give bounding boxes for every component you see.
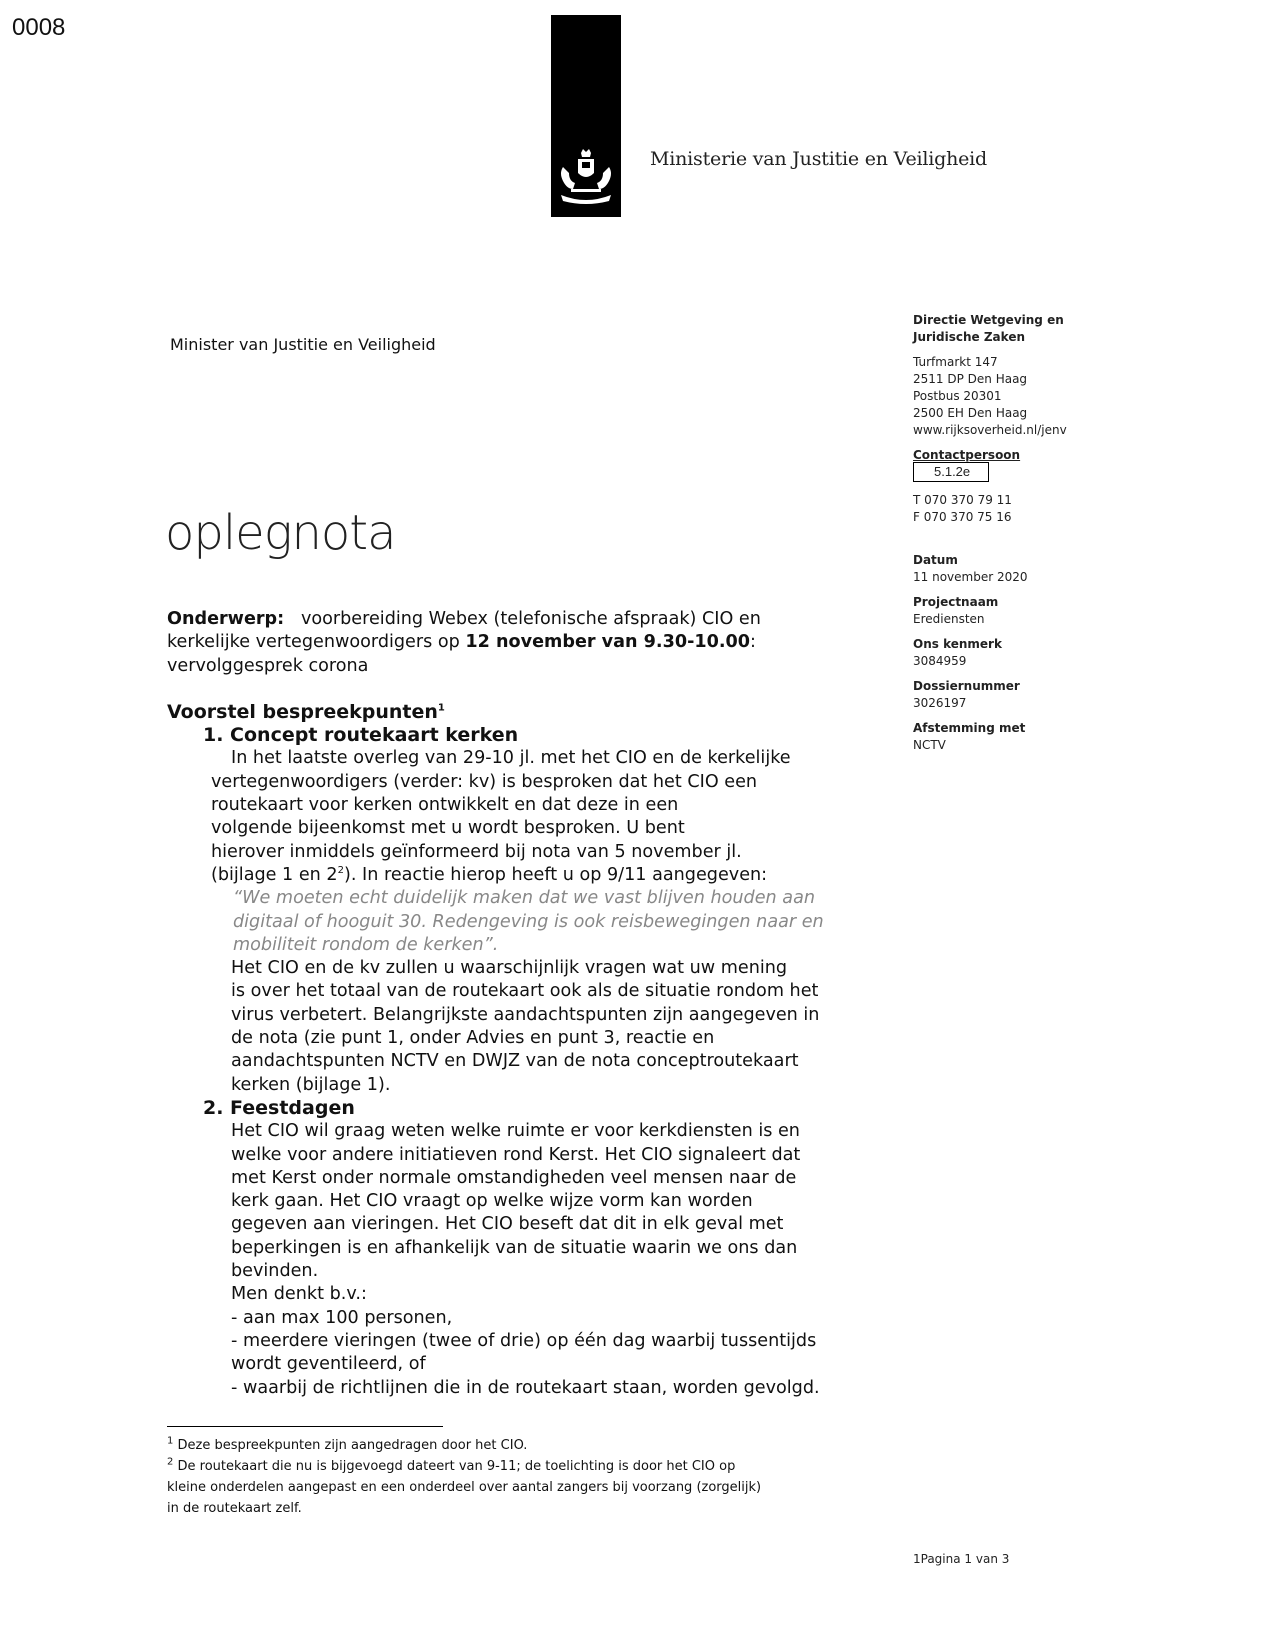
footnote-mark: 2 <box>167 1456 174 1468</box>
footnote-ref[interactable]: 2 <box>337 865 344 877</box>
footnote-mark: 1 <box>167 1435 174 1447</box>
item-1-line: volgende bijeenkomst met u wordt besproken. U bent <box>211 818 685 839</box>
reference-value: 3084959 <box>913 654 967 668</box>
quote-line: digitaal of hooguit 30. Redengeving is ook reisbewegingen naar en <box>233 911 824 932</box>
dossier-value: 3026197 <box>913 696 967 710</box>
item-1-line: virus verbetert. Belangrijkste aandachtspunten zijn aangegeven in <box>231 1004 820 1025</box>
item-2-line: Men denkt b.v.: <box>231 1284 367 1305</box>
item-2-line: Het CIO wil graag weten welke ruimte er voor kerkdiensten is en <box>231 1121 800 1142</box>
document-title: oplegnota <box>165 505 396 561</box>
redaction-box: 5.1.2e <box>913 462 989 482</box>
item-2-line: kerk gaan. Het CIO vraagt op welke wijze vorm kan worden <box>231 1191 753 1212</box>
reference-label: Ons kenmerk <box>913 637 1002 651</box>
subject-label: Onderwerp: <box>167 609 285 629</box>
quote-line: “We moeten echt duidelijk maken dat we vast blijven houden aan <box>233 888 816 909</box>
item-1-line: In het laatste overleg van 29-10 jl. met het CIO en de kerkelijke <box>231 748 791 769</box>
recipient: Minister van Justitie en Veiligheid <box>170 335 436 354</box>
item-1-text: (bijlage 1 en 2 <box>211 864 338 885</box>
project-value: Erediensten <box>913 612 985 626</box>
item-2-line: beperkingen is en afhankelijk van de situatie waarin we ons dan <box>231 1237 798 1258</box>
coordination-label: Afstemming met <box>913 721 1026 735</box>
item-2-line: wordt geventileerd, of <box>231 1354 426 1375</box>
phone: T 070 370 79 11 <box>913 493 1012 507</box>
ministry-name: Ministerie van Justitie en Veiligheid <box>650 148 988 170</box>
item-1-line: hierover inmiddels geïnformeerd bij nota van 5 november jl. <box>211 841 742 862</box>
item-1-line: vertegenwoordigers (verder: kv) is besproken dat het CIO een <box>211 771 758 792</box>
item-2-line: gegeven aan vieringen. Het CIO beseft dat dit in elk geval met <box>231 1214 784 1235</box>
item-2-heading: 2. Feestdagen <box>203 1096 355 1119</box>
page-footer: 1Pagina 1 van 3 <box>913 1552 1010 1566</box>
ministry-logo <box>551 15 621 217</box>
date-label: Datum <box>913 553 958 567</box>
subject-text: kerkelijke vertegenwoordigers op <box>167 632 466 653</box>
item-1-line: de nota (zie punt 1, onder Advies en punt 3, reactie en <box>231 1028 715 1049</box>
section-heading <box>167 701 907 724</box>
item-1-line: routekaart voor kerken ontwikkelt en dat deze in een <box>211 795 679 816</box>
item-2-line: - waarbij de richtlijnen die in de routekaart staan, worden gevolgd. <box>231 1377 820 1398</box>
subject-line-2 <box>167 631 907 654</box>
item-1-line: kerken (bijlage 1). <box>231 1074 391 1095</box>
contact-label: Contactpersoon <box>913 448 1021 462</box>
footnotes <box>167 1435 887 1519</box>
item-1-text: ). In reactie hierop heeft u op 9/11 aangegeven: <box>344 864 768 885</box>
item-1-heading: 1. Concept routekaart kerken <box>203 724 519 747</box>
footnote-text: Deze bespreekpunten zijn aangedragen door het CIO. <box>173 1438 528 1453</box>
footnote-2-line: in de routekaart zelf. <box>167 1501 302 1516</box>
footnote-2-line: kleine onderdelen aangepast en een onderdeel over aantal zangers bij voorzang (zorgelijk) <box>167 1480 762 1495</box>
sidebar-info <box>913 312 1173 754</box>
item-2-line: - aan max 100 personen, <box>231 1307 453 1328</box>
item-1-line: Het CIO en de kv zullen u waarschijnlijk vragen wat uw mening <box>231 958 788 979</box>
address-line: 2511 DP Den Haag <box>913 372 1028 386</box>
subject-line-3: vervolggesprek corona <box>167 655 369 676</box>
subject-text: voorbereiding Webex (telefonische afspraak) CIO en <box>300 609 761 629</box>
footnote-ref[interactable]: 1 <box>437 702 445 714</box>
document-body <box>167 608 907 1400</box>
project-label: Projectnaam <box>913 595 999 609</box>
item-1-line: is over het totaal van de routekaart ook als de situatie rondom het <box>231 981 819 1002</box>
website-link[interactable]: www.rijksoverheid.nl/jenv <box>913 423 1067 437</box>
footnote-2 <box>167 1456 887 1477</box>
date-value: 11 november 2020 <box>913 570 1028 584</box>
footnote-text: De routekaart die nu is bijgevoegd dateert van 9-11; de toelichting is door het CIO op <box>173 1459 736 1474</box>
subject-line-1 <box>167 608 907 631</box>
footnote-divider <box>167 1426 443 1427</box>
item-2-line: bevinden. <box>231 1261 319 1282</box>
footnote-1 <box>167 1435 887 1456</box>
address-line: 2500 EH Den Haag <box>913 406 1028 420</box>
fax: F 070 370 75 16 <box>913 510 1012 524</box>
crest-icon <box>551 145 621 217</box>
item-1-line <box>167 864 907 887</box>
item-2-line: welke voor andere initiatieven rond Kerst. Het CIO signaleert dat <box>231 1144 801 1165</box>
department: Directie Wetgeving en Juridische Zaken <box>913 313 1064 344</box>
item-1-line: aandachtspunten NCTV en DWJZ van de nota conceptroutekaart <box>231 1051 799 1072</box>
section-heading-text: Voorstel bespreekpunten <box>167 700 438 723</box>
item-2-line: met Kerst onder normale omstandigheden veel mensen naar de <box>231 1167 797 1188</box>
subject-text: : <box>750 632 756 653</box>
item-2-line: - meerdere vieringen (twee of drie) op één dag waarbij tussentijds <box>231 1330 817 1351</box>
address-line: Postbus 20301 <box>913 389 1002 403</box>
subject-date: 12 november van 9.30-10.00 <box>465 632 751 653</box>
dossier-label: Dossiernummer <box>913 679 1020 693</box>
coordination-value: NCTV <box>913 738 946 752</box>
quote-line: mobiliteit rondom de kerken”. <box>233 934 499 955</box>
address-line: Turfmarkt 147 <box>913 355 998 369</box>
page-number: 0008 <box>12 14 66 41</box>
